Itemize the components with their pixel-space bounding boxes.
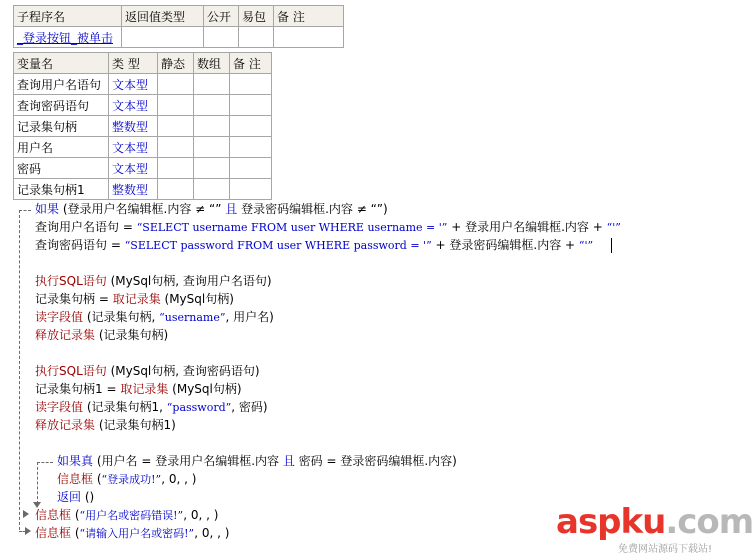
var-static[interactable] — [158, 179, 194, 200]
flow-guide — [19, 210, 20, 530]
expr: (记录集句柄1, — [83, 400, 167, 414]
string-literal: “SELECT username FROM user WHERE username = '” — [136, 221, 448, 234]
string-literal: “登录成功!” — [101, 473, 162, 486]
watermark-logo — [556, 502, 753, 542]
code-line-if-true[interactable] — [57, 453, 457, 470]
code-line-call[interactable] — [35, 507, 218, 524]
expr: (登录用户名编辑框.内容 ≠ “” — [59, 202, 226, 216]
header-public: 公开 — [204, 6, 239, 27]
text-caret — [611, 238, 612, 253]
code-line-call[interactable] — [35, 327, 168, 344]
expr: ( — [71, 526, 80, 540]
expr: , 0, , ) — [183, 508, 219, 522]
code-line-call[interactable] — [35, 309, 274, 326]
command: 释放记录集 — [35, 328, 96, 342]
var-static[interactable] — [158, 116, 194, 137]
expr: (记录集句柄1) — [95, 418, 176, 432]
header-array: 数组 — [194, 53, 230, 74]
var-static[interactable] — [158, 95, 194, 116]
expr: , 0, , ) — [161, 472, 197, 486]
var-note[interactable] — [230, 116, 272, 137]
flow-arrow — [23, 510, 29, 518]
subroutine-return-type[interactable] — [122, 27, 204, 48]
code-line-return[interactable] — [57, 489, 94, 506]
header-note: 备 注 — [274, 6, 344, 27]
var-static[interactable] — [158, 74, 194, 95]
variable-row[interactable] — [14, 179, 272, 200]
keyword: 且 — [282, 454, 295, 468]
flow-guide — [37, 462, 53, 463]
expr: (记录集句柄) — [95, 328, 169, 342]
var-name[interactable]: 查询用户名语句 — [14, 74, 109, 95]
var-static[interactable] — [158, 158, 194, 179]
flow-guide — [19, 210, 31, 211]
var-type[interactable]: 文本型 — [109, 95, 158, 116]
var-array[interactable] — [194, 74, 230, 95]
expr: (记录集句柄, — [83, 310, 160, 324]
expr: 记录集句柄1 = — [35, 382, 121, 396]
keyword: 如果真 — [57, 454, 94, 468]
header-var-type: 类 型 — [109, 53, 158, 74]
command: 取记录集 — [112, 292, 161, 306]
subroutine-row[interactable] — [14, 27, 344, 48]
command: 信息框 — [57, 472, 94, 486]
command: 执行SQL语句 — [35, 364, 107, 378]
keyword: 返回 — [57, 490, 82, 504]
var-note[interactable] — [230, 95, 272, 116]
var-note[interactable] — [230, 158, 272, 179]
string-literal: “password” — [166, 401, 232, 414]
var-name[interactable]: 密码 — [14, 158, 109, 179]
var-array[interactable] — [194, 158, 230, 179]
var-note[interactable] — [230, 179, 272, 200]
header-var-name: 变量名 — [14, 53, 109, 74]
var-array[interactable] — [194, 116, 230, 137]
subroutine-table — [13, 5, 344, 48]
variable-header-row — [14, 53, 272, 74]
var-name[interactable]: 记录集句柄 — [14, 116, 109, 137]
var-type[interactable]: 整数型 — [109, 116, 158, 137]
var-array[interactable] — [194, 137, 230, 158]
command: 信息框 — [35, 508, 72, 522]
command: 执行SQL语句 — [35, 274, 107, 288]
expr: ( — [93, 472, 102, 486]
code-line-assign[interactable] — [35, 291, 234, 308]
flow-guide — [37, 462, 38, 504]
variable-row[interactable] — [14, 74, 272, 95]
expr: 查询用户名语句 = — [35, 220, 137, 234]
string-literal: “用户名或密码错误!” — [79, 509, 184, 522]
variable-row[interactable] — [14, 95, 272, 116]
var-note[interactable] — [230, 74, 272, 95]
watermark — [556, 502, 753, 557]
string-literal: “username” — [159, 311, 226, 324]
var-name[interactable]: 用户名 — [14, 137, 109, 158]
logo-part: .com — [665, 502, 753, 542]
header-var-note: 备 注 — [230, 53, 272, 74]
expr: (用户名 = 登录用户名编辑框.内容 — [93, 454, 283, 468]
subroutine-public[interactable] — [204, 27, 239, 48]
command: 信息框 — [35, 526, 72, 540]
string-literal: “SELECT password FROM user WHERE password = '” — [124, 239, 432, 252]
variable-row[interactable] — [14, 158, 272, 179]
variable-row[interactable] — [14, 137, 272, 158]
code-line-assign[interactable] — [35, 219, 621, 236]
command: 读字段值 — [35, 310, 84, 324]
code-line-assign[interactable] — [35, 237, 593, 254]
string-literal: “请输入用户名或密码!” — [79, 527, 195, 540]
expr: , 密码) — [231, 400, 268, 414]
command: 释放记录集 — [35, 418, 96, 432]
code-line-call[interactable] — [35, 273, 272, 290]
expr: (MySql句柄) — [168, 382, 242, 396]
string-literal: “'” — [606, 221, 621, 234]
expr: , 用户名) — [225, 310, 274, 324]
var-note[interactable] — [230, 137, 272, 158]
code-line-call[interactable] — [35, 363, 260, 380]
expr: ( — [71, 508, 80, 522]
expr: 密码 = 登录密码编辑框.内容) — [294, 454, 457, 468]
header-static: 静态 — [158, 53, 194, 74]
logo-part: asp — [556, 502, 621, 542]
string-literal: “'” — [578, 239, 594, 252]
var-array[interactable] — [194, 179, 230, 200]
code-line-call[interactable] — [35, 417, 176, 434]
subroutine-easy-pkg[interactable] — [239, 27, 274, 48]
expr: 登录密码编辑框.内容 ≠ “”) — [237, 202, 388, 216]
watermark-subtitle: 免费网站源码下载站! — [618, 544, 713, 555]
expr: 记录集句柄 = — [35, 292, 113, 306]
subroutine-name[interactable]: _登录按钮_被单击 — [14, 27, 122, 48]
header-return-type: 返回值类型 — [122, 6, 204, 27]
expr: () — [81, 490, 95, 504]
expr: , 0, , ) — [194, 526, 230, 540]
expr: + 登录密码编辑框.内容 + — [431, 238, 579, 252]
variable-table — [13, 52, 272, 200]
code-line-if[interactable] — [35, 201, 388, 218]
code-line-assign[interactable] — [35, 381, 242, 398]
header-sub-name: 子程序名 — [14, 6, 122, 27]
keyword: 如果 — [35, 202, 60, 216]
keyword: 且 — [225, 202, 238, 216]
expr: (MySql句柄) — [160, 292, 234, 306]
command: 读字段值 — [35, 400, 84, 414]
expr: 查询密码语句 = — [35, 238, 125, 252]
var-name[interactable]: 记录集句柄1 — [14, 179, 109, 200]
expr: (MySql句柄, 查询密码语句) — [106, 364, 260, 378]
subroutine-header-row — [14, 6, 344, 27]
expr: + 登录用户名编辑框.内容 + — [447, 220, 607, 234]
var-type[interactable]: 文本型 — [109, 137, 158, 158]
flow-arrow — [25, 527, 31, 535]
code-line-call[interactable] — [35, 399, 268, 416]
code-line-call[interactable] — [35, 525, 229, 542]
var-static[interactable] — [158, 137, 194, 158]
variable-row[interactable] — [14, 116, 272, 137]
var-name[interactable]: 查询密码语句 — [14, 95, 109, 116]
logo-part: ku — [620, 502, 666, 542]
var-type[interactable]: 文本型 — [109, 74, 158, 95]
expr: (MySql句柄, 查询用户名语句) — [106, 274, 272, 288]
var-array[interactable] — [194, 95, 230, 116]
header-easy-pkg: 易包 — [239, 6, 274, 27]
code-line-call[interactable] — [57, 471, 196, 488]
var-type[interactable]: 整数型 — [109, 179, 158, 200]
command: 取记录集 — [120, 382, 169, 396]
var-type[interactable]: 文本型 — [109, 158, 158, 179]
subroutine-note[interactable] — [274, 27, 344, 48]
